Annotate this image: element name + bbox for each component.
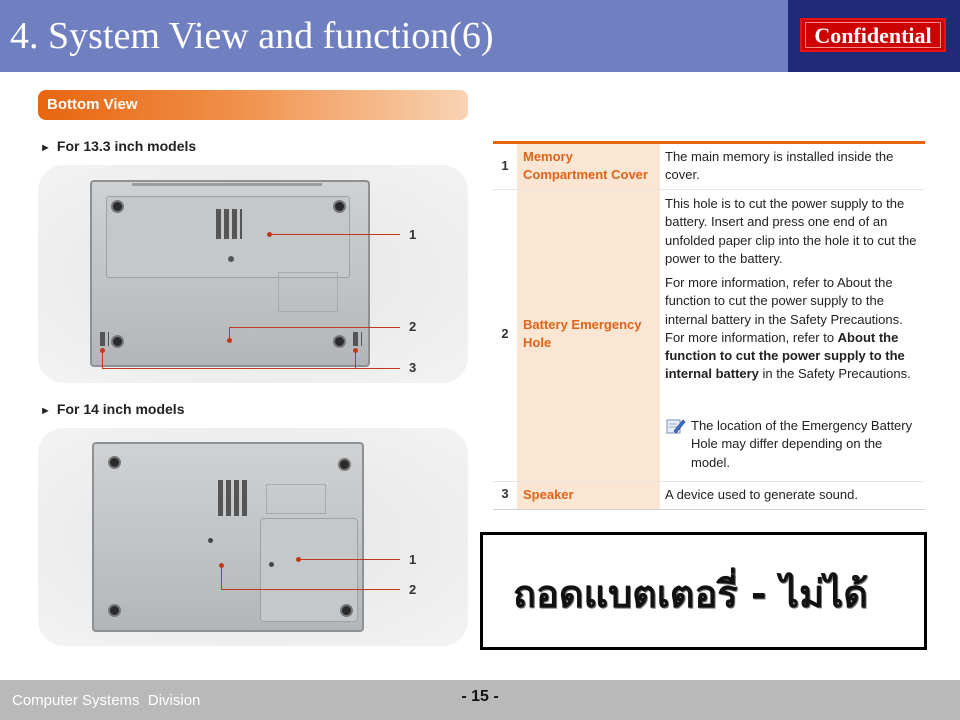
model-label-text: For 14 inch models <box>56 401 185 417</box>
screw-icon <box>269 562 274 567</box>
label-area <box>266 484 326 514</box>
callout-number: 3 <box>409 360 417 375</box>
callout-number: 2 <box>409 319 417 334</box>
page-number: - 15 - <box>461 688 499 705</box>
row-note: The location of the Emergency Battery Hole may differ depending on the model. <box>691 418 913 470</box>
arrow-right-icon: ► <box>40 405 51 417</box>
model-label-13-inch <box>40 138 196 154</box>
row-name: Battery Emergency Hole <box>517 190 660 481</box>
rubber-foot <box>340 604 353 617</box>
row-description: A device used to generate sound. <box>665 487 858 502</box>
screw-icon <box>228 256 234 262</box>
speaker-grille <box>100 332 109 346</box>
vent-grille <box>218 480 250 516</box>
rubber-foot <box>111 200 124 213</box>
callout-number: 1 <box>409 552 417 567</box>
rubber-foot <box>108 456 121 469</box>
slide-footer <box>0 680 960 720</box>
arrow-right-icon: ► <box>40 142 51 154</box>
model-label-14-inch <box>40 401 184 417</box>
callout-line <box>102 350 103 368</box>
callout-line <box>229 327 400 328</box>
photo-14-inch-bottom <box>38 428 468 646</box>
callout-line <box>355 350 356 368</box>
table-bottom-rule <box>493 509 925 510</box>
rubber-foot <box>111 335 124 348</box>
callout-number: 2 <box>409 582 417 597</box>
slide-title: 4. System View and function(6) <box>10 15 494 57</box>
battery-notice-text: ถอดแบตเตอรี่ - ไม่ได้ <box>513 572 868 616</box>
rubber-foot <box>338 458 351 471</box>
desc-text: in the Safety Precautions. <box>758 366 911 382</box>
row-number: 2 <box>501 326 509 341</box>
table-row <box>493 482 925 509</box>
hinge-strip <box>132 183 322 186</box>
table-row <box>493 144 925 189</box>
confidential-label: Confidential <box>805 22 941 48</box>
callout-number: 1 <box>409 227 417 242</box>
row-number: 3 <box>501 486 509 501</box>
battery-notice-box <box>480 532 927 650</box>
label-area <box>278 272 338 312</box>
row-description: The main memory is installed inside the cover. <box>665 149 894 183</box>
model-label-text: For 13.3 inch models <box>56 138 197 154</box>
rubber-foot <box>333 335 346 348</box>
callout-line <box>229 327 230 340</box>
vent-grille <box>216 209 242 239</box>
rubber-foot <box>108 604 121 617</box>
confidential-badge <box>800 18 946 52</box>
callout-line <box>270 234 400 235</box>
section-title: Bottom View <box>47 96 138 113</box>
row-description-p2 <box>660 274 925 384</box>
footer-division: Computer Systems Division <box>12 692 201 709</box>
desc-text-bold: About the function to cut the power supply to the internal battery <box>665 329 905 382</box>
laptop-bottom-14-inch <box>92 442 364 632</box>
slide-header <box>0 0 960 72</box>
photo-13-inch-bottom <box>38 165 468 383</box>
table-row <box>493 190 925 481</box>
desc-text: For more information, refer to About the function to cut the power supply to the internal battery in the Safety Precautions. For more information, refer to <box>665 275 903 345</box>
row-name: Memory Compartment Cover <box>517 144 660 189</box>
callout-line <box>102 368 400 369</box>
row-description-p1: This hole is to cut the power supply to the battery. Insert and press one end of an unfolded paper clip into the hole it to cut the power to the battery. <box>665 196 917 266</box>
row-number: 1 <box>501 158 509 173</box>
screw-icon <box>208 538 213 543</box>
rubber-foot <box>333 200 346 213</box>
callout-line <box>221 565 222 589</box>
callout-line <box>299 559 400 560</box>
callout-line <box>221 589 400 590</box>
note-pencil-icon <box>666 417 686 435</box>
speaker-grille <box>353 332 362 346</box>
section-header-bar <box>38 90 468 120</box>
row-name: Speaker <box>517 482 660 509</box>
